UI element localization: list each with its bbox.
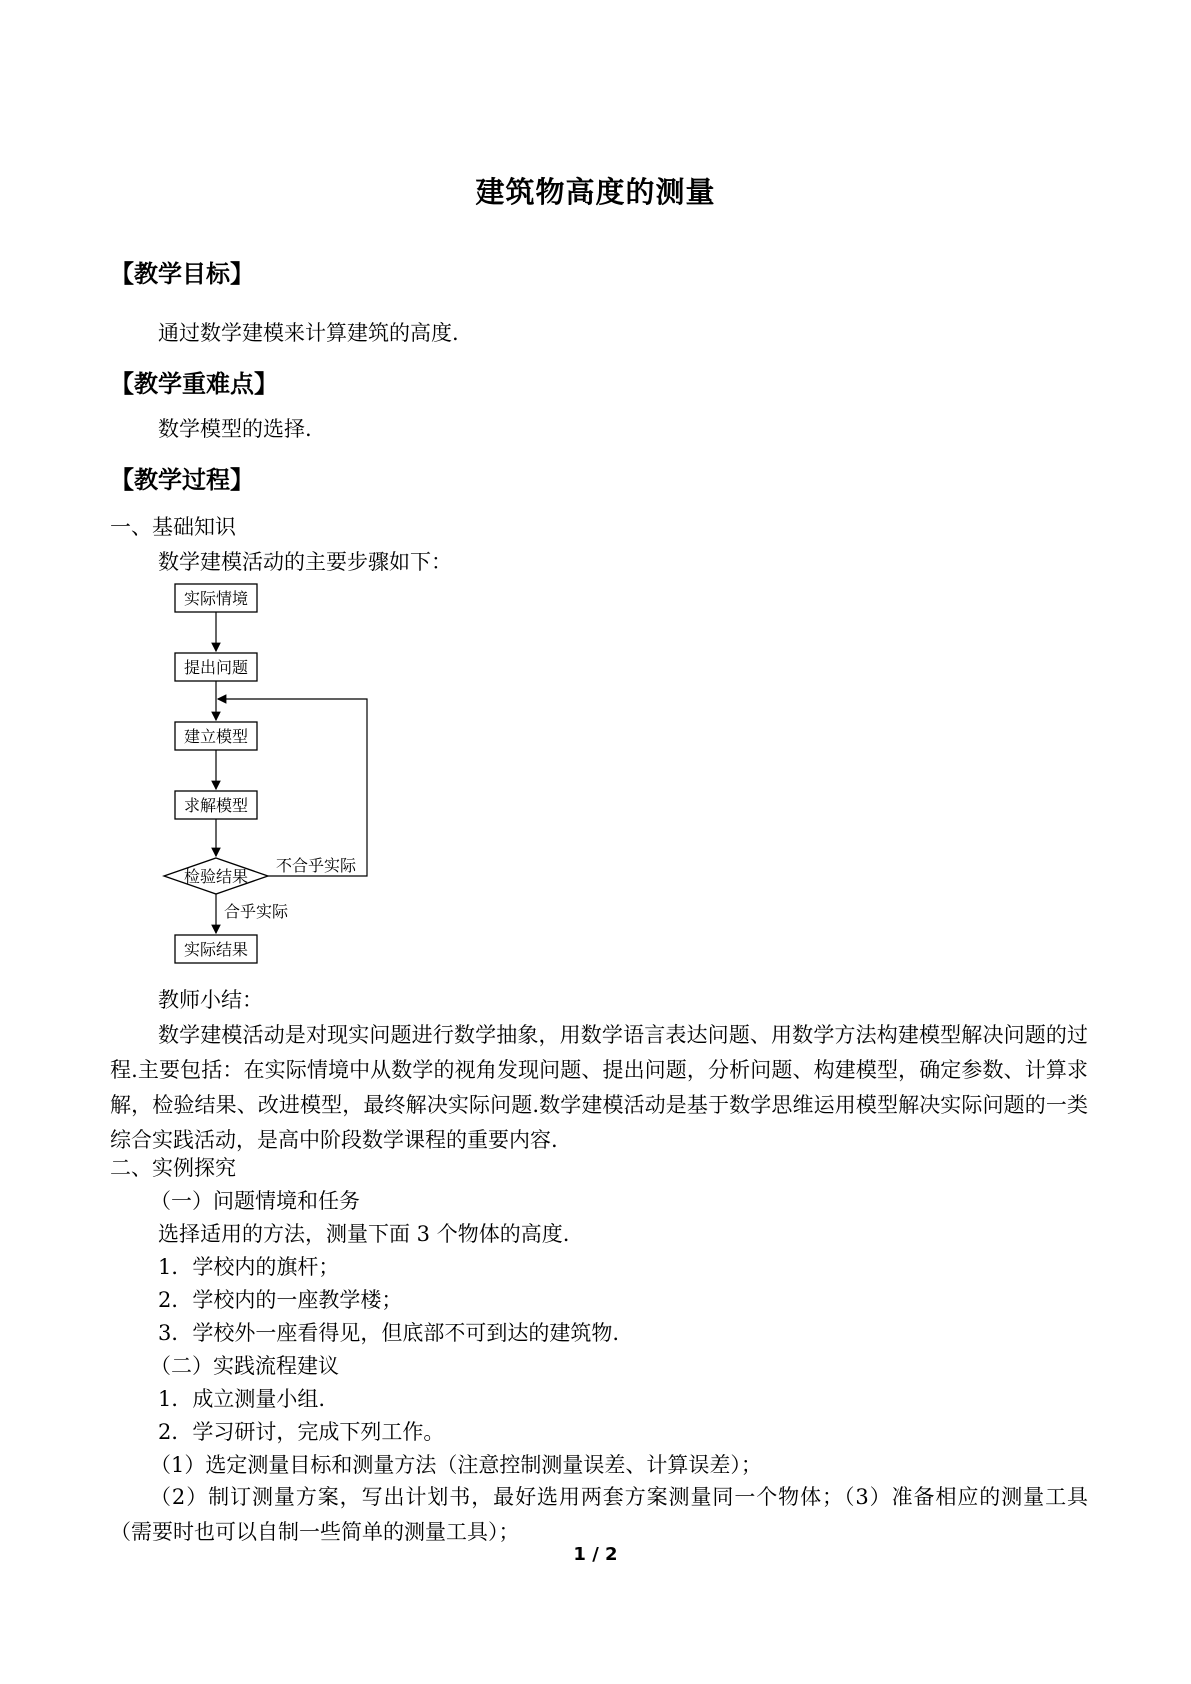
section-heading-process: 【教学过程】 — [110, 466, 254, 494]
practice-step-1: 1．成立测量小组. — [158, 1387, 326, 1411]
task-item-3: 3．学校外一座看得见，但底部不可到达的建筑物. — [158, 1321, 620, 1345]
flow-step-6: 实际结果 — [183, 940, 249, 959]
part2-sub2: （二）实践流程建议 — [150, 1354, 339, 1378]
flow-step-2: 提出问题 — [183, 658, 249, 677]
section-heading-key-points: 【教学重难点】 — [110, 370, 278, 398]
key-points-text: 数学模型的选择. — [158, 417, 312, 441]
flow-no-label: 不合乎实际 — [276, 856, 357, 875]
page-title: 建筑物高度的测量 — [475, 175, 716, 209]
practice-step-2: 2．学习研讨，完成下列工作。 — [158, 1420, 445, 1444]
flow-yes-label: 合乎实际 — [224, 902, 289, 921]
flow-step-5: 检验结果 — [183, 867, 249, 886]
goal-text: 通过数学建模来计算建筑的高度. — [158, 321, 459, 345]
work-item-1: （1）选定测量目标和测量方法（注意控制测量误差、计算误差）； — [150, 1453, 762, 1477]
part1-intro: 数学建模活动的主要步骤如下： — [158, 550, 452, 574]
work-items-2-3: （2）制订测量方案，写出计划书，最好选用两套方案测量同一个物体；（3）准备相应的测量工具（需要时也可以自制一些简单的测量工具）； — [110, 1485, 1088, 1544]
task-item-2: 2．学校内的一座教学楼； — [158, 1288, 403, 1312]
modeling-flowchart — [150, 575, 380, 975]
task-item-1: 1．学校内的旗杆； — [158, 1255, 340, 1279]
section-heading-goal: 【教学目标】 — [110, 260, 254, 288]
summary-paragraph: 数学建模活动是对现实问题进行数学抽象，用数学语言表达问题、用数学方法构建模型解决问题的过程.主要包括：在实际情境中从数学的视角发现问题、提出问题，分析问题、构建模型，确定参数、计算求解，检验结果、改进模型，最终解决实际问题.数学建模活动是基于数学思维运用模型解决实际问题的一类综合实践活动，是高中阶段数学课程的重要内容. — [110, 1023, 1088, 1152]
part2-heading: 二、实例探究 — [110, 1156, 236, 1180]
summary-label: 教师小结： — [158, 988, 263, 1012]
page-number: 1 / 2 — [573, 1544, 618, 1565]
part1-heading: 一、基础知识 — [110, 515, 236, 539]
part2-sub1: （一）问题情境和任务 — [150, 1189, 360, 1213]
task-intro: 选择适用的方法，测量下面 3 个物体的高度. — [158, 1222, 570, 1246]
flow-step-4: 求解模型 — [183, 796, 249, 815]
flow-step-3: 建立模型 — [183, 727, 249, 746]
flow-step-1: 实际情境 — [183, 589, 249, 608]
